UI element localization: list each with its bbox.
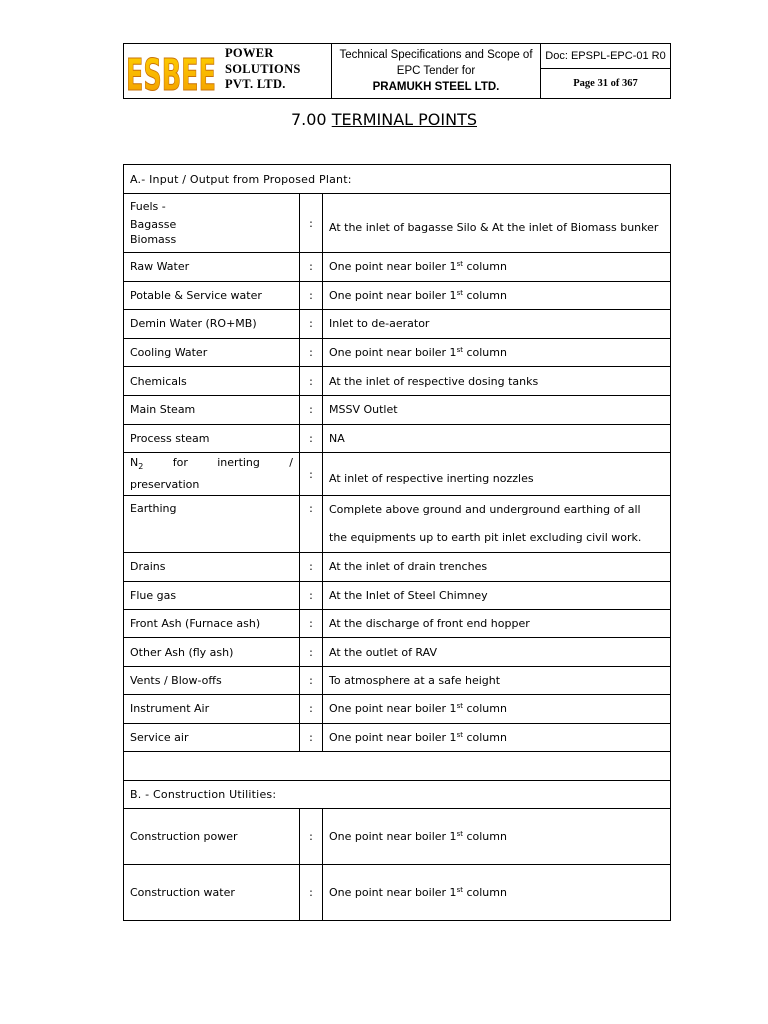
section-b-heading: B. - Construction Utilities: bbox=[124, 780, 671, 808]
row-value-text: At the discharge of front end hopper bbox=[329, 617, 530, 631]
fuels-sub-biomass: Biomass bbox=[130, 233, 177, 246]
row-colon: : bbox=[300, 194, 323, 253]
row-label: Vents / Blow-offs bbox=[124, 666, 300, 694]
row-colon: : bbox=[300, 638, 323, 666]
row-value-text: NA bbox=[329, 431, 345, 445]
row-colon: : bbox=[300, 338, 323, 367]
document-id-block bbox=[541, 44, 670, 98]
blank-cell bbox=[124, 751, 671, 780]
section-heading bbox=[0, 110, 768, 129]
row-value-text: To atmosphere at a safe height bbox=[329, 673, 501, 687]
section-number: 7.00 bbox=[290, 110, 327, 129]
table-row bbox=[124, 424, 671, 453]
section-a-row bbox=[124, 165, 671, 194]
row-label: Main Steam bbox=[124, 395, 300, 424]
table-row bbox=[124, 496, 671, 553]
row-colon: : bbox=[300, 253, 323, 282]
company-line-2: SOLUTIONS bbox=[225, 61, 301, 76]
row-value-text: One point near boiler 1 bbox=[329, 730, 457, 744]
row-value-superscript: st bbox=[456, 730, 463, 739]
table-row bbox=[124, 638, 671, 666]
table-row bbox=[124, 194, 671, 253]
row-value-text: One point near boiler 1 bbox=[329, 346, 457, 360]
table-row bbox=[124, 581, 671, 609]
row-value bbox=[323, 581, 671, 609]
row-colon: : bbox=[300, 424, 323, 453]
row-value-tail: column bbox=[462, 885, 507, 899]
row-value bbox=[323, 367, 671, 396]
n2-label-rest: for inerting / bbox=[143, 456, 293, 470]
row-label: Earthing bbox=[124, 496, 300, 553]
row-label: Potable & Service water bbox=[124, 281, 300, 310]
page-number: Page 31 of 367 bbox=[573, 78, 638, 89]
row-label: Process steam bbox=[124, 424, 300, 453]
n2-label-line-2: preservation bbox=[130, 478, 200, 492]
row-value-superscript: st bbox=[456, 346, 463, 355]
row-label: Service air bbox=[124, 723, 300, 751]
row-label: Flue gas bbox=[124, 581, 300, 609]
row-colon: : bbox=[300, 496, 323, 553]
row-colon: : bbox=[300, 395, 323, 424]
row-value-tail: column bbox=[462, 288, 507, 302]
row-value bbox=[323, 496, 671, 553]
row-value bbox=[323, 638, 671, 666]
row-value bbox=[323, 808, 671, 864]
row-value: At the inlet of bagasse Silo & At the inlet of Biomass bunker bbox=[323, 194, 671, 253]
row-value-text: One point near boiler 1 bbox=[329, 702, 457, 716]
title-line-1: Technical Specifications and Scope of bbox=[339, 49, 533, 61]
row-value bbox=[323, 666, 671, 694]
row-value-tail: column bbox=[462, 260, 507, 274]
row-value-text: At the inlet of drain trenches bbox=[329, 560, 488, 574]
row-value bbox=[323, 723, 671, 751]
row-value-text: At the outlet of RAV bbox=[329, 645, 437, 659]
row-colon: : bbox=[300, 581, 323, 609]
row-value: At inlet of respective inerting nozzles bbox=[323, 453, 671, 496]
row-label: Chemicals bbox=[124, 367, 300, 396]
row-label bbox=[124, 453, 300, 496]
row-value bbox=[323, 395, 671, 424]
row-label: Instrument Air bbox=[124, 695, 300, 723]
row-label: Front Ash (Furnace ash) bbox=[124, 609, 300, 637]
row-value-superscript: st bbox=[456, 260, 463, 269]
row-label: Construction water bbox=[124, 864, 300, 920]
row-colon: : bbox=[300, 864, 323, 920]
n2-label-line-1 bbox=[130, 454, 293, 476]
document-number: Doc: EPSPL-EPC-01 R0 bbox=[541, 44, 670, 69]
table-row bbox=[124, 609, 671, 637]
document-header bbox=[123, 43, 671, 99]
table-row bbox=[124, 310, 671, 339]
svg-text:ESBEE: ESBEE bbox=[126, 50, 216, 96]
fuels-label: Fuels - bbox=[130, 200, 166, 213]
row-value-superscript: st bbox=[456, 702, 463, 711]
row-value bbox=[323, 310, 671, 339]
row-colon: : bbox=[300, 281, 323, 310]
esbee-logo bbox=[125, 46, 217, 96]
table-row bbox=[124, 666, 671, 694]
row-value-tail: column bbox=[462, 730, 507, 744]
fuels-sub-bagasse: Bagasse bbox=[130, 218, 177, 231]
row-value bbox=[323, 864, 671, 920]
row-value-text: One point near boiler 1 bbox=[329, 260, 457, 274]
row-value-text: One point near boiler 1 bbox=[329, 885, 457, 899]
client-name: PRAMUKH STEEL LTD. bbox=[372, 81, 500, 93]
n2-label-subscript: 2 bbox=[138, 462, 144, 472]
table-row bbox=[124, 453, 671, 496]
table-row bbox=[124, 553, 671, 581]
table-row bbox=[124, 281, 671, 310]
row-label: Construction power bbox=[124, 808, 300, 864]
row-value bbox=[323, 424, 671, 453]
title-line-2: EPC Tender for bbox=[396, 65, 476, 77]
row-value-tail: column bbox=[462, 346, 507, 360]
row-colon: : bbox=[300, 808, 323, 864]
section-title: TERMINAL POINTS bbox=[331, 110, 477, 129]
row-value-text: MSSV Outlet bbox=[329, 403, 398, 417]
terminal-points-table bbox=[123, 164, 671, 921]
row-value-text: At the inlet of respective dosing tanks bbox=[329, 374, 539, 388]
row-label: Other Ash (fly ash) bbox=[124, 638, 300, 666]
row-colon: : bbox=[300, 310, 323, 339]
row-colon: : bbox=[300, 723, 323, 751]
row-value-text: One point near boiler 1 bbox=[329, 829, 457, 843]
row-value bbox=[323, 695, 671, 723]
row-value-text: At the Inlet of Steel Chimney bbox=[329, 588, 488, 602]
row-colon: : bbox=[300, 367, 323, 396]
row-value bbox=[323, 553, 671, 581]
section-b-row bbox=[124, 780, 671, 808]
row-colon: : bbox=[300, 695, 323, 723]
row-value bbox=[323, 281, 671, 310]
table-row bbox=[124, 367, 671, 396]
n2-label-n: N bbox=[130, 456, 139, 470]
section-a-heading: A.- Input / Output from Proposed Plant: bbox=[124, 165, 671, 194]
row-colon: : bbox=[300, 666, 323, 694]
row-value-text: Inlet to de-aerator bbox=[329, 317, 430, 331]
earthing-value-line-2: the equipments up to earth pit inlet excluding civil work. bbox=[329, 531, 642, 545]
row-value-tail: column bbox=[462, 702, 507, 716]
table-row bbox=[124, 808, 671, 864]
row-value-text: One point near boiler 1 bbox=[329, 288, 457, 302]
row-value-tail: column bbox=[462, 829, 507, 843]
row-label: Drains bbox=[124, 553, 300, 581]
table-row bbox=[124, 253, 671, 282]
company-logo-block bbox=[124, 44, 332, 98]
row-value-superscript: st bbox=[456, 885, 463, 894]
row-value-superscript: st bbox=[456, 829, 463, 838]
row-colon: : bbox=[300, 609, 323, 637]
table-row bbox=[124, 864, 671, 920]
row-label: Cooling Water bbox=[124, 338, 300, 367]
row-value bbox=[323, 609, 671, 637]
table-row bbox=[124, 723, 671, 751]
table-row bbox=[124, 395, 671, 424]
row-label: Raw Water bbox=[124, 253, 300, 282]
table-row bbox=[124, 338, 671, 367]
row-value-superscript: st bbox=[456, 288, 463, 297]
row-label: Demin Water (RO+MB) bbox=[124, 310, 300, 339]
row-value bbox=[323, 338, 671, 367]
blank-row bbox=[124, 751, 671, 780]
row-colon: : bbox=[300, 553, 323, 581]
company-line-1: POWER bbox=[225, 46, 274, 60]
row-label bbox=[124, 194, 300, 253]
row-value bbox=[323, 253, 671, 282]
document-title-block bbox=[332, 44, 541, 98]
company-line-3: PVT. LTD. bbox=[225, 77, 286, 91]
earthing-value-line-1: Complete above ground and underground earthing of all bbox=[329, 503, 641, 517]
company-name bbox=[225, 46, 301, 93]
row-colon: : bbox=[300, 453, 323, 496]
table-row bbox=[124, 695, 671, 723]
